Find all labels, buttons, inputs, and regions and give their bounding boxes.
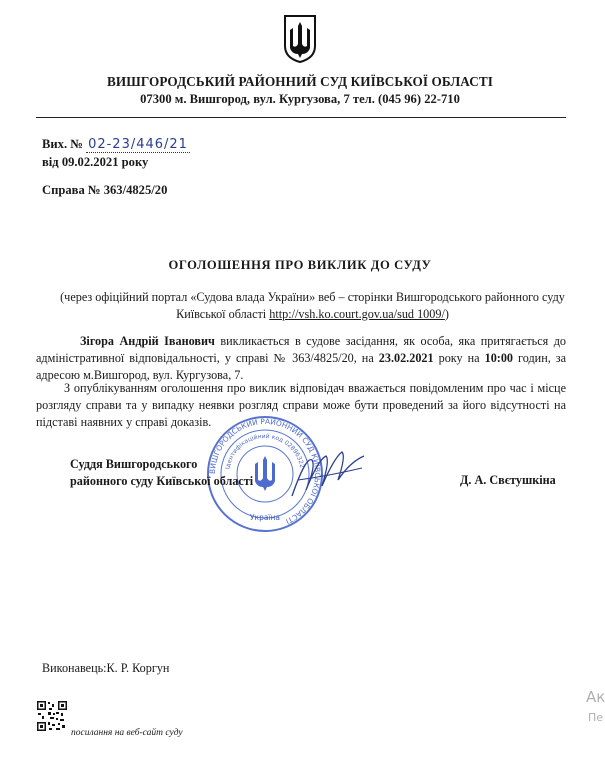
outgoing-label: Вих. № bbox=[42, 137, 83, 151]
svg-text:ВИШГОРОДСЬКИЙ РАЙОННИЙ СУД КИЇ: ВИШГОРОДСЬКИЙ РАЙОННИЙ СУД КИЇВСЬКОЇ ОБЛАСТІ bbox=[207, 416, 323, 527]
corner-overlay-subtext: Пе bbox=[588, 711, 604, 724]
notice-subtitle bbox=[60, 289, 565, 322]
coat-of-arms-icon bbox=[283, 14, 317, 64]
court-name: ВИШГОРОДСЬКИЙ РАЙОННИЙ СУД КИЇВСЬКОЇ ОБЛАСТІ bbox=[106, 74, 494, 89]
hearing-date: 23.02.2021 bbox=[378, 350, 434, 365]
outgoing-number bbox=[42, 137, 190, 152]
svg-text:Україна: Україна bbox=[249, 513, 281, 522]
judge-title-line-1: Суддя Вишгородського bbox=[70, 457, 198, 471]
handwritten-outgoing-number: 02-23/446/21 bbox=[88, 137, 188, 152]
judge-title-line-2: районного суду Київської області bbox=[70, 473, 254, 488]
qr-caption: посилання на веб-сайт суду bbox=[71, 728, 183, 738]
summons-paragraph bbox=[36, 333, 566, 383]
summons-address: годин, за адресою м.Вишгород, вул. Кургузова, 7. bbox=[36, 350, 567, 382]
hearing-time: 10:00 bbox=[484, 350, 514, 365]
subtitle-text: (через офіційний портал «Судова влада України» веб – сторінки Вишгородського районного суду Київської області bbox=[60, 290, 565, 321]
consequences-paragraph: З опублікуванням оголошення про виклик відповідач вважається повідомленим про час і місце розгляду справи та у випадку неявки розгляд справи може бути проведений за його відсутності на підставі наявних у справі доказів. bbox=[36, 381, 566, 429]
case-reference: Справа № 363/4825/20 bbox=[42, 183, 168, 197]
defendant-name: Зігора Андрій Іванович bbox=[80, 334, 215, 348]
corner-overlay-text: Ак bbox=[586, 688, 605, 706]
svg-text:Ідентифікаційний код 02896322: Ідентифікаційний код 02896322 bbox=[224, 432, 306, 470]
summons-text: викликається в судове засідання, як особа, яка притягається до адміністративної відповідальності, у справі № 363/4825/20, на bbox=[36, 334, 566, 365]
subtitle-close: ) bbox=[444, 306, 449, 321]
outgoing-date: від 09.02.2021 року bbox=[42, 155, 149, 169]
judge-title bbox=[70, 456, 253, 489]
notice-title: ОГОЛОШЕННЯ ПРО ВИКЛИК ДО СУДУ bbox=[168, 258, 432, 272]
executor-line: Виконавець:К. Р. Коргун bbox=[42, 661, 170, 675]
summons-text-2: року на bbox=[433, 350, 485, 365]
judge-signature bbox=[288, 446, 368, 504]
court-website-link[interactable]: http://vsh.ko.court.gov.ua/sud 1009/ bbox=[269, 306, 445, 321]
header-divider bbox=[36, 117, 566, 118]
judge-name: Д. А. Свєтушкіна bbox=[460, 473, 556, 487]
court-address: 07300 м. Вишгород, вул. Кургузова, 7 тел. (045 96) 22-710 bbox=[140, 92, 460, 106]
qr-code-icon[interactable] bbox=[36, 700, 68, 732]
